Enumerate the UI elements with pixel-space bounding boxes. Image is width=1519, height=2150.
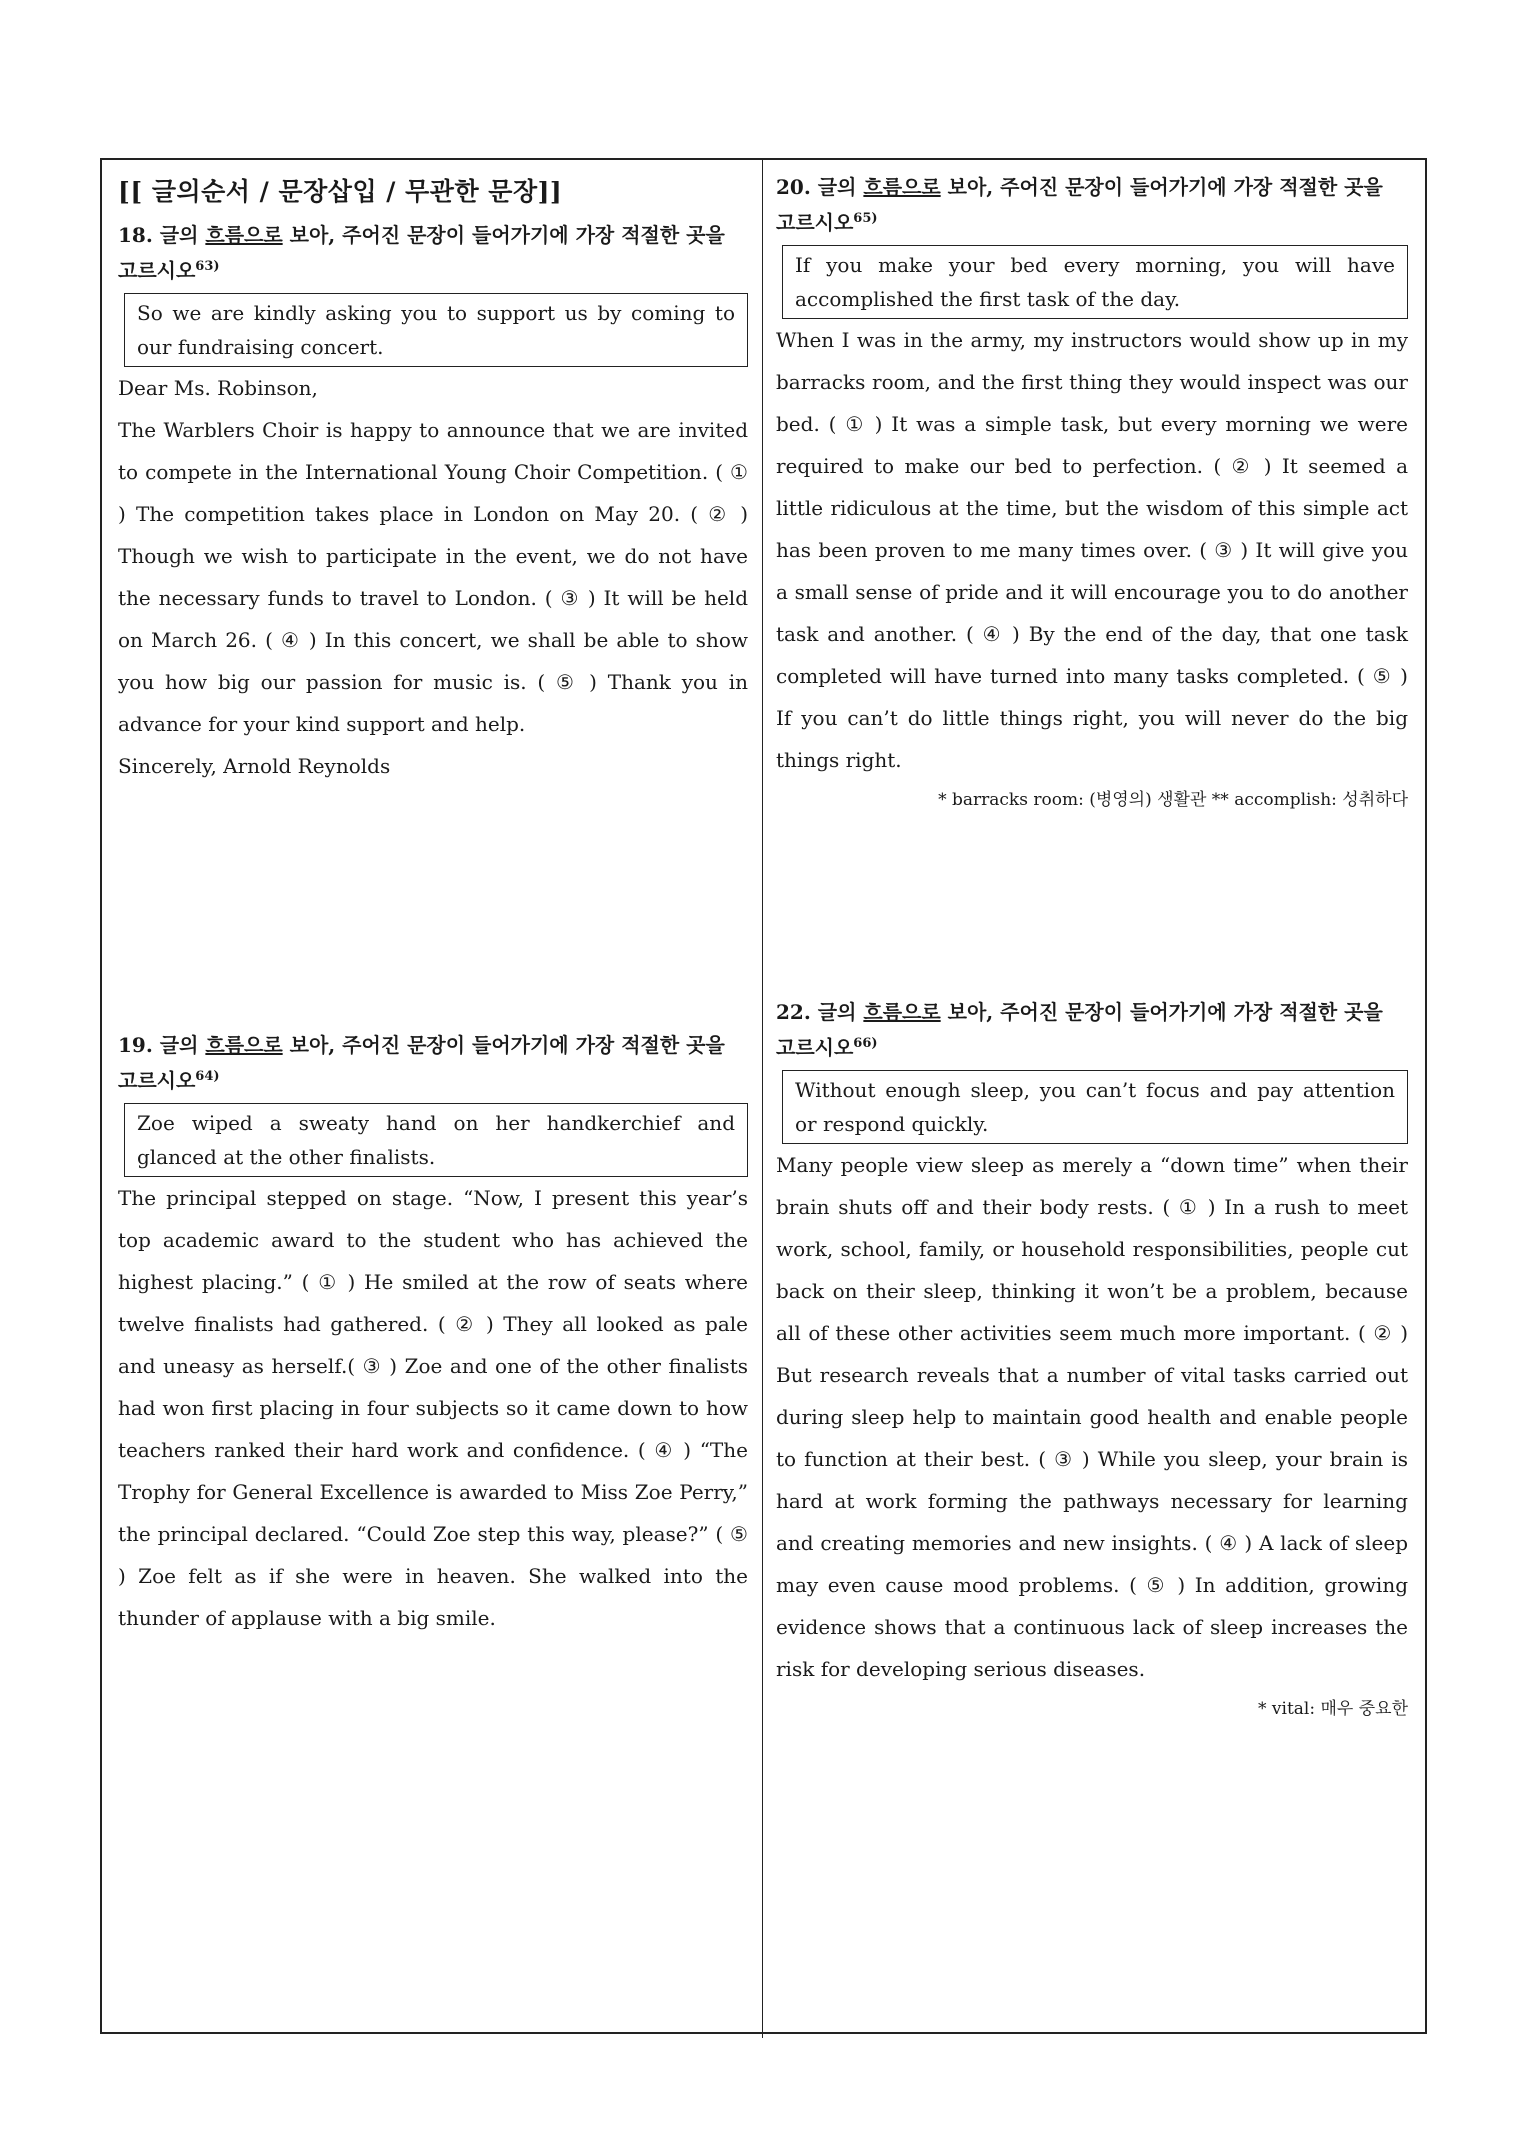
- question-18-block: [118, 172, 748, 787]
- question-number: 20.: [776, 175, 811, 199]
- question-18-prompt: [118, 220, 748, 287]
- given-sentence-box: So we are kindly asking you to support us by coming to our fundraising concert.: [124, 293, 748, 367]
- salutation: Dear Ms. Robinson,: [118, 375, 318, 400]
- passage: The principal stepped on stage. “Now, I present this year’s top academic award to the student who has achieved the highest placing.” ( ① ) He smiled at the row of seats where twelve finalists had gathered. ( ② ) They all looked as pale and uneasy as herself.( ③ ) Zoe and one of the other finalists had won first placing in four subjects so it came down to how teachers ranked their hard work and confidence. ( ④ ) “The Trophy for General Excellence is awarded to Miss Zoe Perry,” the principal declared. “Could Zoe step this way, please?” ( ⑤ ) Zoe felt as if she were in heaven. She walked into the thunder of applause with a big smile.: [118, 1185, 748, 1630]
- given-sentence-box: Without enough sleep, you can’t focus and pay attention or respond quickly.: [782, 1070, 1408, 1144]
- prompt-text: 보아, 주어진 문장이 들어가기에 가장 적절한 곳을 고르시오: [776, 1000, 1383, 1060]
- question-22-block: [776, 997, 1408, 1724]
- question-number: 18.: [118, 223, 153, 247]
- prompt-text: 글의: [817, 1000, 864, 1024]
- question-19-block: [118, 1030, 748, 1639]
- prompt-underlined: 흐름으로: [205, 223, 283, 247]
- question-number: 22.: [776, 1000, 811, 1024]
- prompt-underlined: 흐름으로: [863, 175, 941, 199]
- question-22-prompt: [776, 997, 1408, 1064]
- footnote-marker: 63): [195, 259, 220, 274]
- passage: The Warblers Choir is happy to announce that we are invited to compete in the International Young Choir Competition. ( ① ) The competition takes place in London on May 20. ( ② ) Though we wish to participate in the event, we do not have the necessary funds to travel to London. ( ③ ) It will be held on March 26. ( ④ ) In this concert, we shall be able to show you how big our passion for music is. ( ⑤ ) Thank you in advance for your kind support and help.: [118, 417, 748, 736]
- question-19-prompt: [118, 1030, 748, 1097]
- prompt-text: 글의: [817, 175, 864, 199]
- prompt-text: 글의: [159, 223, 206, 247]
- footnote-marker: 64): [195, 1069, 220, 1084]
- footnote-marker: 65): [853, 211, 878, 226]
- question-20-block: [776, 172, 1408, 815]
- question-number: 19.: [118, 1033, 153, 1057]
- section-title: [[ 글의순서 / 문장삽입 / 무관한 문장]]: [118, 177, 563, 206]
- prompt-text: 글의: [159, 1033, 206, 1057]
- given-sentence-box: Zoe wiped a sweaty hand on her handkerchief and glanced at the other finalists.: [124, 1103, 748, 1177]
- footnote-marker: 66): [853, 1036, 878, 1051]
- prompt-text: 보아, 주어진 문장이 들어가기에 가장 적절한 곳을 고르시오: [118, 223, 725, 283]
- passage: When I was in the army, my instructors would show up in my barracks room, and the first thing they would inspect was our bed. ( ① ) It was a simple task, but every morning we were required to make our bed to perfection. ( ② ) It seemed a little ridiculous at the time, but the wisdom of this simple act has been proven to me many times over. ( ③ ) It will give you a small sense of pride and it will encourage you to do another task and another. ( ④ ) By the end of the day, that one task completed will have turned into many tasks completed. ( ⑤ ) If you can’t do little things right, you will never do the big things right.: [776, 327, 1408, 772]
- prompt-underlined: 흐름으로: [863, 1000, 941, 1024]
- vocabulary-note: * barracks room: (병영의) 생활관 ** accomplish: 성취하다: [938, 789, 1408, 810]
- column-divider: [762, 158, 763, 2038]
- prompt-text: 보아, 주어진 문장이 들어가기에 가장 적절한 곳을 고르시오: [776, 175, 1383, 235]
- prompt-text: 보아, 주어진 문장이 들어가기에 가장 적절한 곳을 고르시오: [118, 1033, 725, 1093]
- closing: Sincerely, Arnold Reynolds: [118, 753, 391, 778]
- passage: Many people view sleep as merely a “down time” when their brain shuts off and their body rests. ( ① ) In a rush to meet work, school, family, or household responsibilities, people cut back on their sleep, thinking it won’t be a problem, because all of these other activities seem much more important. ( ② ) But research reveals that a number of vital tasks carried out during sleep help to maintain good health and enable people to function at their best. ( ③ ) While you sleep, your brain is hard at work forming the pathways necessary for learning and creating memories and new insights. ( ④ ) A lack of sleep may even cause mood problems. ( ⑤ ) In addition, growing evidence shows that a continuous lack of sleep increases the risk for developing serious diseases.: [776, 1152, 1408, 1681]
- question-20-prompt: [776, 172, 1408, 239]
- given-sentence-box: If you make your bed every morning, you will have accomplished the first task of the day.: [782, 245, 1408, 319]
- vocabulary-note: * vital: 매우 중요한: [1258, 1698, 1408, 1719]
- prompt-underlined: 흐름으로: [205, 1033, 283, 1057]
